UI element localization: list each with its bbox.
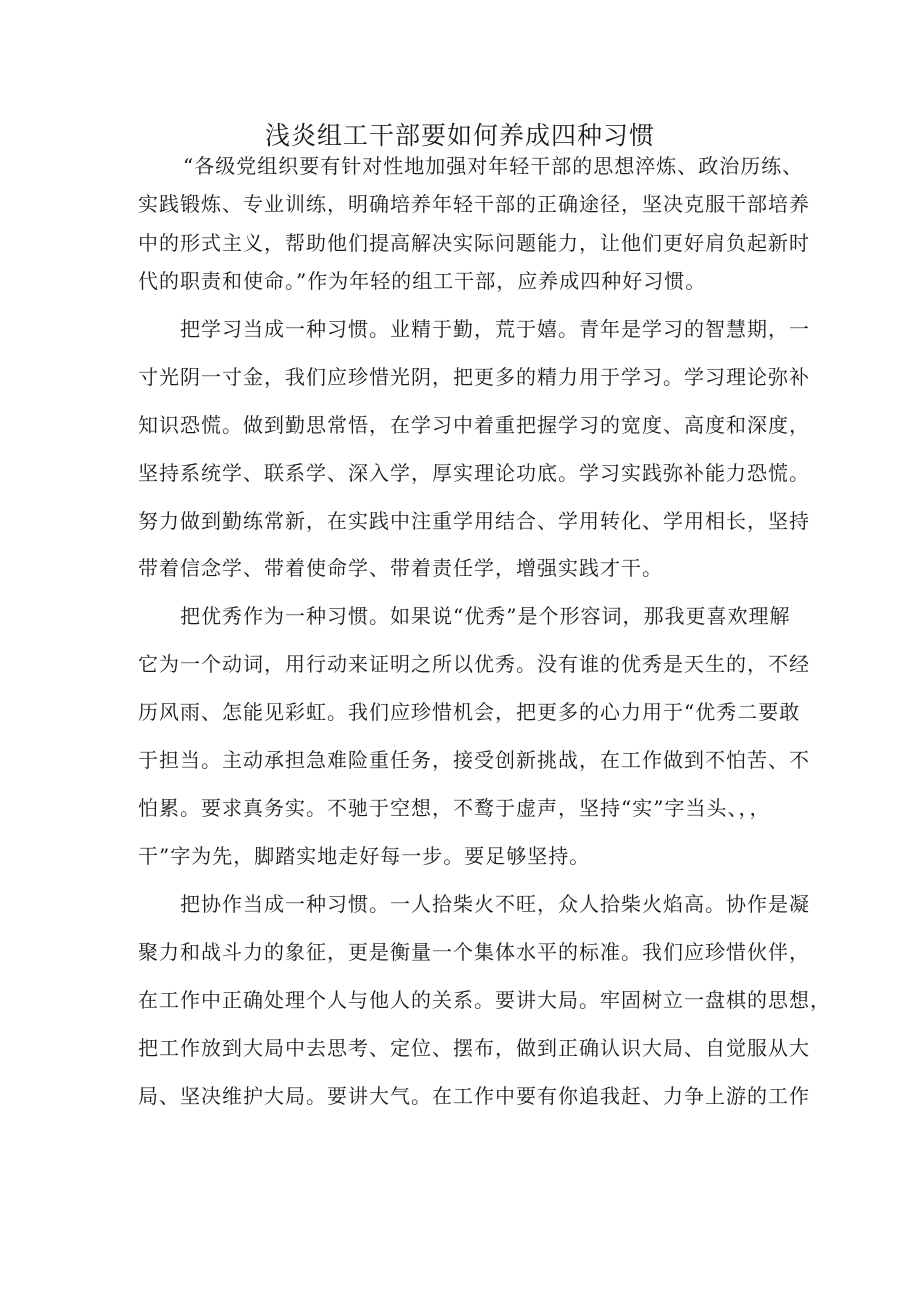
paragraph-line: 坚持系统学、联系学、深入学，厚实理论功底。学习实践弥补能力恐慌。 [138,461,810,485]
paragraph-line: 把优秀作为一种习惯。如果说“优秀”是个形容词，那我更喜欢理解 [180,604,791,628]
paragraph-line: 局、坚决维护大局。要讲大气。在工作中要有你追我赶、力争上游的工作 [138,1084,810,1108]
paragraph-line: 把学习当成一种习惯。业精于勤，荒于嬉。青年是学习的智慧期，一 [180,317,810,341]
paragraph-line: 把工作放到大局中去思考、定位、摆布，做到正确认识大局、自觉服从大 [138,1036,810,1060]
paragraph-line: 代的职责和使命。”作为年轻的组工干部，应养成四种好习惯。 [138,269,707,293]
paragraph-line: 知识恐慌。做到勤思常悟，在学习中着重把握学习的宽度、高度和深度， [138,413,810,437]
paragraph-line: 寸光阴一寸金，我们应珍惜光阴，把更多的精力用于学习。学习理论弥补 [138,365,810,389]
paragraph-line: 实践锻炼、专业训练，明确培养年轻干部的正确途径，坚决克服干部培养 [138,192,810,216]
paragraph-line: 把协作当成一种习惯。一人拾柴火不旺，众人拾柴火焰高。协作是凝 [180,892,810,916]
paragraph-line: 于担当。主动承担急难险重任务，接受创新挑战，在工作做到不怕苦、不 [138,748,810,772]
paragraph-line: “各级党组织要有针对性地加强对年轻干部的思想淬炼、政治历练、 [183,154,804,178]
paragraph-line: 它为一个动词，用行动来证明之所以优秀。没有谁的优秀是天生的，不经 [138,652,810,676]
paragraph-line: 在工作中正确处理个人与他人的关系。要讲大局。牢固树立一盘棋的思想， [138,988,831,1012]
document-title: 浅炎组工干部要如何养成四种习惯 [264,121,655,150]
paragraph-line: 历风雨、怎能见彩虹。我们应珍惜机会，把更多的心力用于“优秀二要敢 [138,700,801,724]
paragraph-line: 怕累。要求真务实。不驰于空想，不鹜于虚声，坚持“实”字当头、，， [138,796,771,820]
paragraph-line: 带着信念学、带着使命学、带着责任学，增强实践才干。 [138,556,663,580]
paragraph-line: 努力做到勤练常新，在实践中注重学用结合、学用转化、学用相长，坚持 [138,509,810,533]
paragraph-line: 聚力和战斗力的象征，更是衡量一个集体水平的标准。我们应珍惜伙伴， [138,940,810,964]
paragraph-line: 中的形式主义，帮助他们提高解决实际问题能力，让他们更好肩负起新时 [138,231,810,255]
paragraph-line: 干”字为先，脚踏实地走好每一步。要足够坚持。 [138,844,591,868]
